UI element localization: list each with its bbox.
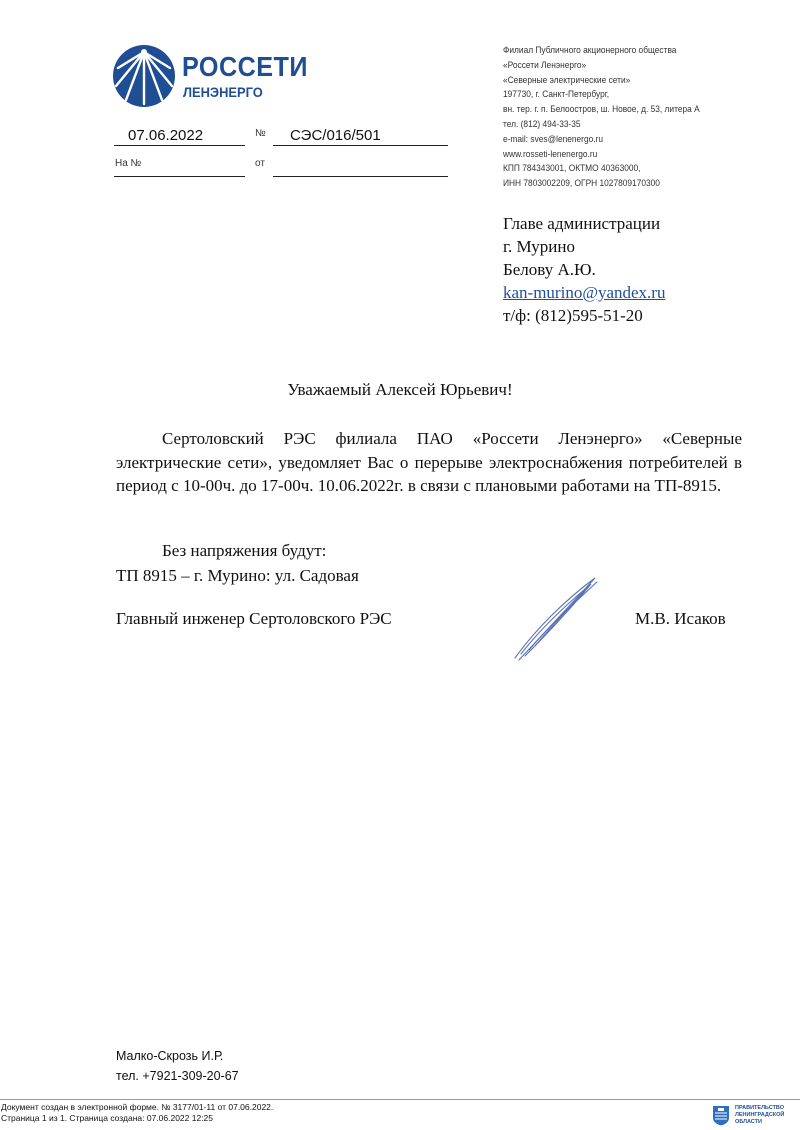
sender-block bbox=[503, 44, 783, 192]
reg-date: 07.06.2022 bbox=[128, 127, 204, 144]
sender-line: e-mail: sves@lenenergo.ru bbox=[503, 133, 604, 145]
reg-ref-line bbox=[114, 176, 245, 177]
recipient-phone: т/ф: (812)595-51-20 bbox=[503, 306, 643, 325]
sender-line: тел. (812) 494-33-35 bbox=[503, 118, 581, 130]
logo-subname: ЛЕНЭНЕРГО bbox=[183, 84, 263, 100]
government-label bbox=[735, 1105, 784, 1125]
rosseti-logo-icon bbox=[112, 44, 176, 108]
sender-line: www.rosseti-lenenergo.ru bbox=[503, 148, 598, 160]
sender-line: Филиал Публичного акционерного общества bbox=[503, 45, 677, 56]
recipient-email-link[interactable]: kan-murino@yandex.ru bbox=[503, 283, 666, 302]
reg-ref-label: На № bbox=[115, 158, 142, 169]
reg-number-line bbox=[273, 145, 448, 146]
footer-divider bbox=[0, 1099, 800, 1100]
recipient-title: Главе администрации bbox=[503, 214, 661, 233]
sender-line: «Россети Ленэнерго» bbox=[503, 59, 587, 71]
outage-item: ТП 8915 – г. Мурино: ул. Садовая bbox=[116, 566, 359, 585]
executor-phone: тел. +7921-309-20-67 bbox=[116, 1069, 239, 1083]
footer-line-2: Страница 1 из 1. Страница создана: 07.06.2022 12:25 bbox=[1, 1113, 214, 1123]
signer-name: М.В. Исаков bbox=[635, 609, 726, 628]
executor-block bbox=[116, 1046, 239, 1086]
greeting: Уважаемый Алексей Юрьевич! bbox=[287, 380, 513, 399]
sender-line: 197730, г. Санкт-Петербург, bbox=[503, 89, 610, 101]
recipient-block bbox=[503, 212, 665, 327]
reg-number: СЭС/016/501 bbox=[290, 127, 381, 144]
gov-line-2: ЛЕНИНГРАДСКОЙ bbox=[735, 1111, 785, 1118]
gov-line-1: ПРАВИТЕЛЬСТВО bbox=[735, 1105, 785, 1111]
recipient-name: Белову А.Ю. bbox=[503, 260, 596, 279]
government-emblem-icon bbox=[712, 1105, 730, 1126]
reg-from-line bbox=[273, 176, 448, 177]
body-paragraph: Сертоловский РЭС филиала ПАО «Россети Ленэнерго» «Северные электрические сети», уведомляет Вас о перерыве электроснабжения потребителей в период с 10-00ч. до 17-00ч. 10.06.2022г. в связи с плановыми работами на ТП-8915. bbox=[116, 429, 742, 495]
executor-name: Малко-Скрозь И.Р. bbox=[116, 1049, 224, 1063]
signer-position: Главный инженер Сертоловского РЭС bbox=[116, 609, 392, 628]
sender-line: КПП 784343001, ОКТМО 40363000, bbox=[503, 163, 641, 175]
handwritten-signature bbox=[505, 570, 605, 665]
reg-from-label: от bbox=[255, 158, 265, 169]
sender-line: ИНН 7803002209, ОГРН 1027809170300 bbox=[503, 178, 660, 190]
reg-date-line bbox=[114, 145, 245, 146]
recipient-city: г. Мурино bbox=[503, 237, 575, 256]
footer-line-1: Документ создан в электронной форме. № 3177/01-11 от 07.06.2022. bbox=[1, 1102, 274, 1112]
outage-heading: Без напряжения будут: bbox=[162, 541, 327, 560]
sender-line: вн. тер. г. п. Белоостров, ш. Новое, д. 53, литера А bbox=[503, 104, 700, 116]
sender-line: «Северные электрические сети» bbox=[503, 74, 631, 86]
footer-text bbox=[1, 1102, 273, 1124]
gov-line-3: ОБЛАСТИ bbox=[735, 1118, 762, 1125]
logo-name: РОССЕТИ bbox=[182, 51, 308, 82]
reg-number-label: № bbox=[255, 128, 266, 139]
